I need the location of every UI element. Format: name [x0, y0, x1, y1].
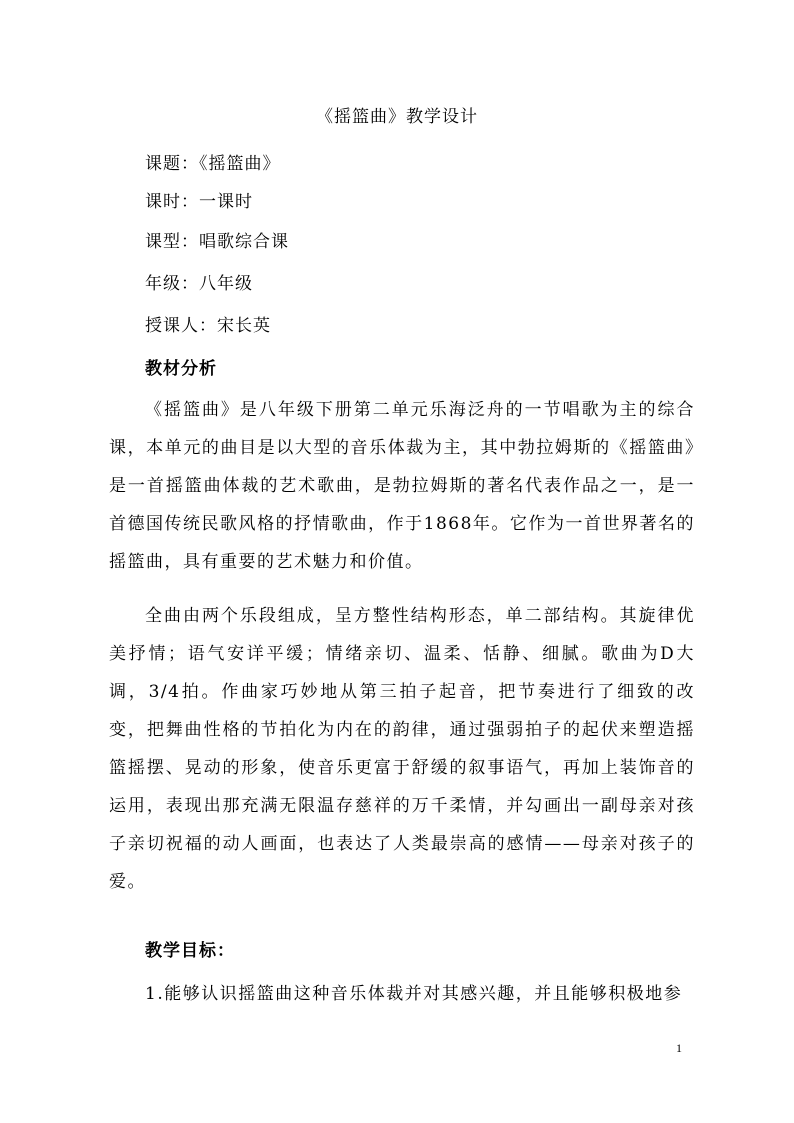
analysis-paragraph-1: 《摇篮曲》是八年级下册第二单元乐海泛舟的一节唱歌为主的综合课，本单元的曲目是以大型的音乐体裁为主，其中勃拉姆斯的《摇篮曲》是一首摇篮曲体裁的艺术歌曲，是勃拉姆斯的著名代表作品之一，是一首德国传统民歌风格的抒情歌曲，作于1868年。它作为一首世界著名的摇篮曲，具有重要的艺术魅力和价值。 — [109, 400, 695, 572]
meta-grade: 年级：八年级 — [145, 274, 253, 294]
meta-duration: 课时：一课时 — [145, 192, 253, 212]
document-title: 《摇篮曲》教学设计 — [316, 107, 478, 127]
goal-item-1: 1.能够认识摇篮曲这种音乐体裁并对其感兴趣，并且能够积极地参 — [145, 984, 683, 1004]
analysis-paragraph-2: 全曲由两个乐段组成，呈方整性结构形态，单二部结构。其旋律优美抒情；语气安详平缓；情绪亲切、温柔、恬静、细腻。歌曲为D大调，3/4拍。作曲家巧妙地从第三拍子起音，把节奏进行了细致的改变，把舞曲性格的节拍化为内在的韵律，通过强弱拍子的起伏来塑造摇篮摇摆、晃动的形象，使音乐更富于舒缓的叙事语气，再加上装饰音的运用，表现出那充满无限温存慈祥的万千柔情，并勾画出一副母亲对孩子亲切祝福的动人画面，也表达了人类最崇高的感情——母亲对孩子的爱。 — [109, 606, 695, 892]
meta-lesson-type: 课型：唱歌综合课 — [145, 232, 289, 252]
meta-topic: 课题：《摇篮曲》 — [145, 154, 281, 174]
goals-heading: 教学目标： — [145, 941, 235, 961]
meta-teacher: 授课人：宋长英 — [145, 316, 271, 336]
page-number: 1 — [676, 1041, 682, 1055]
analysis-heading: 教材分析 — [145, 359, 217, 379]
